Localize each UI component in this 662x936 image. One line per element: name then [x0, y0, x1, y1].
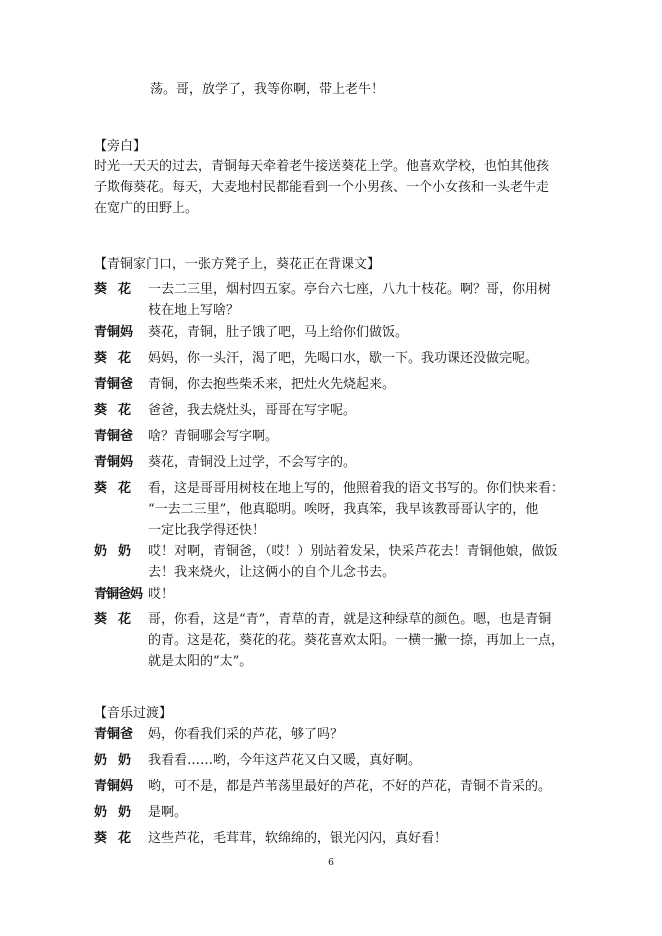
speaker-name: 葵花	[94, 481, 143, 496]
speech-text	[148, 776, 574, 797]
scene-header: 【青铜家门口，一张方凳子上，葵花正在背课文】	[94, 257, 381, 272]
speech-line: 啥？青铜哪会写字啊。	[148, 429, 279, 444]
narration-header: 【旁白】	[94, 139, 147, 154]
speech-line: 哟，可不是，都是芦苇荡里最好的芦花，不好的芦花，青铜不肯采的。	[148, 779, 552, 794]
speech-line: 青铜，你去抱些柴禾来，把灶火先烧起来。	[148, 377, 396, 392]
speech-line: 妈妈，你一头汗，渴了吧，先喝口水，歇一下。我功课还没做完呢。	[148, 351, 539, 366]
speech-text	[148, 802, 574, 823]
narration-block	[94, 156, 568, 219]
narration-line: 在宽广的田野上。	[94, 201, 199, 216]
speaker-name: 青铜爸	[94, 429, 134, 444]
speech-text	[148, 584, 574, 605]
speech-line: 哥，你看，这是“青”，青草的青，就是这种绿草的颜色。嗯，也是青铜	[148, 612, 552, 627]
speech-text	[148, 279, 574, 321]
speech-line: 葵花，青铜，肚子饿了吧，马上给你们做饭。	[148, 325, 409, 340]
speech-text	[148, 426, 574, 447]
speech-line: 是啊。	[148, 805, 188, 820]
speech-text	[148, 478, 574, 541]
speech-line: 哎！	[148, 587, 175, 602]
speaker-name: 青铜妈	[94, 325, 134, 340]
speaker-name: 葵花	[94, 282, 143, 297]
speaker-name: 青铜爸妈	[94, 587, 143, 602]
music-header: 【音乐过渡】	[94, 706, 173, 721]
speech-line: 的青。这是花，葵花的花。葵花喜欢太阳。一横一撇一捺，再加上一点，	[148, 633, 565, 648]
speaker-name: 奶奶	[94, 805, 143, 820]
speech-line: 葵花，青铜没上过学，不会写字的。	[148, 455, 357, 470]
speech-line: 一定比我学得还快！	[148, 523, 266, 538]
speech-line: 一去二三里，烟村四五家。亭台六七座，八九十枝花。啊？哥，你用树	[148, 282, 552, 297]
speaker-name: 葵花	[94, 351, 143, 366]
speech-text	[148, 374, 574, 395]
speech-text	[148, 322, 574, 343]
narration-line: 时光一天天的过去，青铜每天牵着老牛接送葵花上学。他喜欢学校，也怕其他孩	[94, 159, 550, 174]
speaker-name: 奶奶	[94, 753, 143, 768]
speech-text	[148, 724, 574, 745]
speech-text	[148, 541, 574, 583]
speaker-name: 青铜妈	[94, 455, 134, 470]
speech-line: “一去二三里”，他真聪明。唉呀，我真笨，我早该教哥哥认字的，他	[148, 502, 539, 517]
speech-line: 这些芦花，毛茸茸，软绵绵的，银光闪闪，真好看！	[148, 831, 448, 846]
speaker-name: 葵花	[94, 831, 143, 846]
speaker-name: 葵花	[94, 612, 143, 627]
continuation-line: 荡。哥，放学了，我等你啊，带上老牛！	[150, 82, 385, 97]
speech-text	[148, 348, 574, 369]
speech-line: 就是太阳的“太”。	[148, 654, 253, 669]
speech-text	[148, 452, 574, 473]
speech-line: 妈，你看我们采的芦花，够了吗？	[148, 727, 344, 742]
speaker-name: 青铜妈	[94, 779, 134, 794]
speech-text	[148, 828, 574, 849]
narration-line: 子欺侮葵花。每天，大麦地村民都能看到一个小男孩、一个小女孩和一头老牛走	[94, 180, 550, 195]
speaker-name: 奶奶	[94, 544, 143, 559]
speech-line: 枝在地上写啥？	[148, 303, 240, 318]
speech-line: 爸爸，我去烧灶头，哥哥在写字呢。	[148, 403, 357, 418]
speech-line: 看，这是哥哥用树枝在地上写的，他照着我的语文书写的。你们快来看：	[148, 481, 565, 496]
speech-text	[148, 750, 574, 771]
speech-line: 哎！对啊，青铜爸，（哎！）别站着发呆，快采芦花去！青铜他娘，做饭	[148, 544, 558, 559]
speech-text	[148, 609, 574, 672]
speech-line: 我看看……哟，今年这芦花又白又暖，真好啊。	[148, 753, 422, 768]
speech-text	[148, 400, 574, 421]
speaker-name: 葵花	[94, 403, 143, 418]
speaker-name: 青铜爸	[94, 727, 134, 742]
speech-line: 去！我来烧火，让这俩小的自个儿念书去。	[148, 565, 396, 580]
page-number: 6	[328, 858, 334, 868]
speaker-name: 青铜爸	[94, 377, 134, 392]
